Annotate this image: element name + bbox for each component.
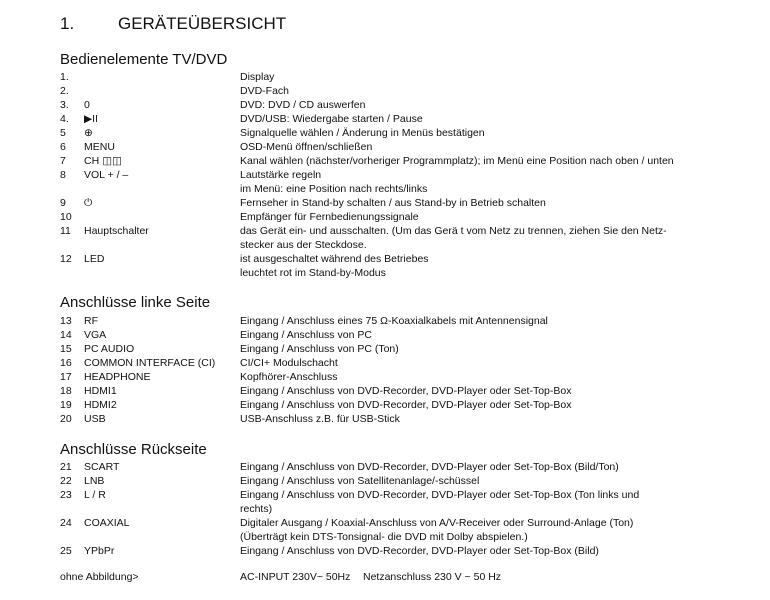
footer-ac-input: AC-INPUT 230V~ 50Hz bbox=[240, 571, 351, 583]
item-description bbox=[240, 210, 710, 224]
item-description bbox=[240, 112, 710, 126]
item-number: 9 bbox=[60, 197, 66, 209]
title-number: 1. bbox=[60, 14, 75, 33]
item-label: CH ◫◫ bbox=[84, 155, 122, 167]
item-label: MENU bbox=[84, 141, 115, 153]
description-line: leuchtet rot im Stand-by-Modus bbox=[240, 267, 386, 279]
item-description bbox=[240, 412, 710, 426]
item-number: 8 bbox=[60, 169, 66, 181]
item-label: RF bbox=[84, 315, 98, 327]
item-label: SCART bbox=[84, 461, 120, 473]
item-number: 19 bbox=[60, 399, 72, 411]
description-line: Kopfhörer-Anschluss bbox=[240, 371, 338, 383]
description-line: DVD-Fach bbox=[240, 85, 290, 97]
item-description bbox=[240, 398, 710, 412]
item-number: 2. bbox=[60, 85, 69, 97]
item-number: 6 bbox=[60, 141, 66, 153]
description-line: CI/CI+ Modulschacht bbox=[240, 357, 338, 369]
item-number: 24 bbox=[60, 517, 72, 529]
item-description bbox=[240, 70, 710, 84]
description-line: ist ausgeschaltet während des Betriebes bbox=[240, 253, 429, 265]
item-description bbox=[240, 168, 710, 196]
item-description bbox=[240, 252, 710, 280]
description-line: Eingang / Anschluss von DVD-Recorder, DVD-Player oder Set-Top-Box (Bild/Ton) bbox=[240, 461, 619, 473]
item-number: 11 bbox=[60, 225, 71, 237]
description-line: DVD: DVD / CD auswerfen bbox=[240, 99, 366, 111]
item-number: 4. bbox=[60, 113, 69, 125]
item-description bbox=[240, 196, 710, 210]
item-number: 16 bbox=[60, 357, 72, 369]
page-title bbox=[60, 14, 286, 34]
item-description bbox=[240, 342, 710, 356]
item-label: USB bbox=[84, 413, 106, 425]
item-label: LNB bbox=[84, 475, 105, 487]
item-number: 15 bbox=[60, 343, 72, 355]
description-line: Eingang / Anschluss von DVD-Recorder, DVD-Player oder Set-Top-Box bbox=[240, 385, 572, 397]
item-label: YPbPr bbox=[84, 545, 115, 557]
description-line: das Gerät ein- und ausschalten. (Um das Gerä t vom Netz zu trennen, ziehen Sie den Netz- bbox=[240, 225, 667, 237]
item-description bbox=[240, 356, 710, 370]
item-description bbox=[240, 154, 710, 168]
item-label: ⊕ bbox=[84, 127, 93, 139]
item-number: 21 bbox=[60, 461, 72, 473]
item-description bbox=[240, 370, 710, 384]
item-description bbox=[240, 140, 710, 154]
item-description bbox=[240, 126, 710, 140]
item-description bbox=[240, 384, 710, 398]
item-number: 18 bbox=[60, 385, 72, 397]
item-description bbox=[240, 544, 710, 558]
description-line: Eingang / Anschluss von DVD-Recorder, DVD-Player oder Set-Top-Box (Ton links und bbox=[240, 489, 640, 501]
item-label: 0 bbox=[84, 99, 90, 111]
item-label: PC AUDIO bbox=[84, 343, 135, 355]
item-description bbox=[240, 516, 710, 544]
item-number: 10 bbox=[60, 211, 72, 223]
description-line: Signalquelle wählen / Änderung in Menüs bestätigen bbox=[240, 127, 485, 139]
item-number: 20 bbox=[60, 413, 72, 425]
description-line: rechts) bbox=[240, 503, 273, 515]
description-line: Empfänger für Fernbedienungssignale bbox=[240, 211, 419, 223]
item-label: ▶II bbox=[84, 113, 98, 125]
description-line: im Menü: eine Position nach rechts/links bbox=[240, 183, 428, 195]
item-number: 14 bbox=[60, 329, 72, 341]
description-line: DVD/USB: Wiedergabe starten / Pause bbox=[240, 113, 423, 125]
section-heading: Anschlüsse Rückseite bbox=[60, 441, 207, 458]
item-number: 12 bbox=[60, 253, 72, 265]
item-description bbox=[240, 328, 710, 342]
item-label: HEADPHONE bbox=[84, 371, 151, 383]
description-line: Eingang / Anschluss von DVD-Recorder, DVD-Player oder Set-Top-Box bbox=[240, 399, 572, 411]
item-label: Hauptschalter bbox=[84, 225, 149, 237]
item-label: COAXIAL bbox=[84, 517, 130, 529]
item-number: 13 bbox=[60, 315, 72, 327]
item-label: L / R bbox=[84, 489, 106, 501]
item-number: 5 bbox=[60, 127, 66, 139]
item-number: 22 bbox=[60, 475, 72, 487]
footer-mains: Netzanschluss 230 V ~ 50 Hz bbox=[363, 571, 502, 583]
item-number: 7 bbox=[60, 155, 66, 167]
description-line: stecker aus der Steckdose. bbox=[240, 239, 367, 251]
description-line: Kanal wählen (nächster/vorheriger Programmplatz); im Menü eine Position nach oben / unten bbox=[240, 155, 674, 167]
description-line: USB-Anschluss z.B. für USB-Stick bbox=[240, 413, 400, 425]
item-label: LED bbox=[84, 253, 105, 265]
item-description bbox=[240, 84, 710, 98]
item-number: 17 bbox=[60, 371, 72, 383]
description-line: Eingang / Anschluss eines 75 Ω-Koaxialkabels mit Antennensignal bbox=[240, 315, 548, 327]
item-description bbox=[240, 474, 710, 488]
description-line: Display bbox=[240, 71, 275, 83]
description-line: (Überträgt kein DTS-Tonsignal- die DVD mit Dolby abspielen.) bbox=[240, 531, 528, 543]
item-description bbox=[240, 314, 710, 328]
footer-label: ohne Abbildung> bbox=[60, 571, 139, 583]
description-line: Digitaler Ausgang / Koaxial-Anschluss von A/V-Receiver oder Surround-Anlage (Ton) bbox=[240, 517, 634, 529]
item-label: HDMI2 bbox=[84, 399, 117, 411]
item-description bbox=[240, 460, 710, 474]
item-description bbox=[240, 98, 710, 112]
item-label: COMMON INTERFACE (CI) bbox=[84, 357, 216, 369]
item-number: 1. bbox=[60, 71, 69, 83]
title-text: GERÄTEÜBERSICHT bbox=[118, 14, 287, 33]
description-line: Eingang / Anschluss von DVD-Recorder, DVD-Player oder Set-Top-Box (Bild) bbox=[240, 545, 599, 557]
item-number: 23 bbox=[60, 489, 72, 501]
item-label: HDMI1 bbox=[84, 385, 117, 397]
description-line: OSD-Menü öffnen/schließen bbox=[240, 141, 373, 153]
description-line: Eingang / Anschluss von PC bbox=[240, 329, 372, 341]
item-description bbox=[240, 488, 710, 516]
description-line: Lautstärke regeln bbox=[240, 169, 322, 181]
item-number: 3. bbox=[60, 99, 69, 111]
item-label: VOL + / – bbox=[84, 169, 129, 181]
item-description bbox=[240, 224, 710, 252]
item-number: 25 bbox=[60, 545, 72, 557]
item-label: ⏻ bbox=[84, 197, 93, 209]
section-heading: Anschlüsse linke Seite bbox=[60, 294, 211, 311]
item-label: VGA bbox=[84, 329, 107, 341]
description-line: Eingang / Anschluss von Satellitenanlage/-schüssel bbox=[240, 475, 480, 487]
description-line: Eingang / Anschluss von PC (Ton) bbox=[240, 343, 399, 355]
description-line: Fernseher in Stand-by schalten / aus Stand-by in Betrieb schalten bbox=[240, 197, 546, 209]
section-heading: Bedienelemente TV/DVD bbox=[60, 51, 228, 68]
